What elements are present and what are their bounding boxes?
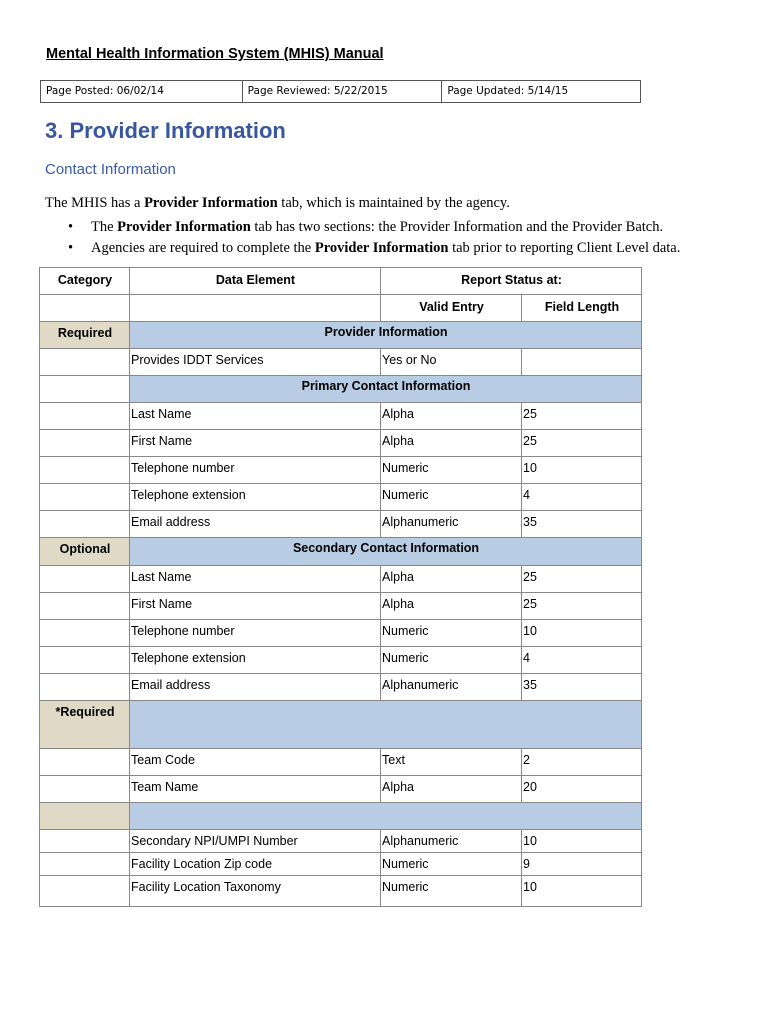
sub-heading: Contact Information <box>45 161 176 178</box>
data-element-cell: Facility Location Zip code <box>130 853 381 876</box>
data-element-cell: First Name <box>130 593 381 620</box>
data-element-cell: Telephone number <box>130 457 381 484</box>
band-provider-information: Provider Information <box>130 322 642 349</box>
valid-entry-cell: Numeric <box>381 853 522 876</box>
valid-entry-cell: Numeric <box>381 647 522 674</box>
table-header-row <box>40 268 642 295</box>
band-cell <box>130 803 642 830</box>
header-data-element: Data Element <box>130 268 381 295</box>
data-element-cell: Provides IDDT Services <box>130 349 381 376</box>
table-row <box>40 876 642 907</box>
table-row <box>40 511 642 538</box>
data-element-cell: Telephone extension <box>130 484 381 511</box>
band-row <box>40 701 642 749</box>
table-row <box>40 593 642 620</box>
table-row <box>40 620 642 647</box>
band-row <box>40 376 642 403</box>
field-length-cell <box>522 349 642 376</box>
table-row <box>40 566 642 593</box>
table-row <box>40 749 642 776</box>
valid-entry-cell: Alpha <box>381 403 522 430</box>
category-star-required: *Required <box>40 701 130 749</box>
table-row <box>40 430 642 457</box>
data-element-cell: Facility Location Taxonomy <box>130 876 381 907</box>
data-element-cell: Team Code <box>130 749 381 776</box>
band-row-provider <box>40 322 642 349</box>
bullet-item: • Agencies are required to complete the Provider Information tab prior to reporting Client Level data. <box>68 238 680 259</box>
data-element-cell: Last Name <box>130 403 381 430</box>
valid-entry-cell: Numeric <box>381 620 522 647</box>
valid-entry-cell: Numeric <box>381 876 522 907</box>
table-row <box>40 830 642 853</box>
bullet-list <box>68 217 680 259</box>
valid-entry-cell: Alpha <box>381 430 522 457</box>
valid-entry-cell: Alphanumeric <box>381 511 522 538</box>
page-posted-date: Page Posted: 06/02/14 <box>46 85 164 97</box>
header-valid-entry: Valid Entry <box>381 295 522 322</box>
table-row <box>40 647 642 674</box>
table-row <box>40 853 642 876</box>
field-length-cell: 10 <box>522 830 642 853</box>
header-category: Category <box>40 268 130 295</box>
header-field-length: Field Length <box>522 295 642 322</box>
band-cell <box>130 701 642 749</box>
field-length-cell: 2 <box>522 749 642 776</box>
field-length-cell: 20 <box>522 776 642 803</box>
bullet-dot-icon: • <box>68 219 74 235</box>
field-length-cell: 25 <box>522 566 642 593</box>
valid-entry-cell: Alphanumeric <box>381 674 522 701</box>
band-cell: Primary Contact Information <box>130 376 642 403</box>
band-cell: Secondary Contact Information <box>130 538 642 566</box>
field-length-cell: 10 <box>522 876 642 907</box>
valid-entry-cell: Text <box>381 749 522 776</box>
field-length-cell: 35 <box>522 511 642 538</box>
intro-paragraph: The MHIS has a Provider Information tab, which is maintained by the agency. <box>45 195 510 211</box>
valid-entry-cell: Alphanumeric <box>381 830 522 853</box>
data-element-cell: Email address <box>130 674 381 701</box>
page-updated-date: Page Updated: 5/14/15 <box>441 81 640 102</box>
valid-entry-cell: Yes or No <box>381 349 522 376</box>
table-row <box>40 403 642 430</box>
manual-title: Mental Health Information System (MHIS) Manual <box>46 46 384 62</box>
field-length-cell: 10 <box>522 457 642 484</box>
field-length-cell: 4 <box>522 484 642 511</box>
data-element-cell: Telephone extension <box>130 647 381 674</box>
data-element-cell: Last Name <box>130 566 381 593</box>
header-report-status: Report Status at: <box>381 268 642 295</box>
field-length-cell: 25 <box>522 593 642 620</box>
data-element-cell: First Name <box>130 430 381 457</box>
band-row <box>40 803 642 830</box>
table-row <box>40 674 642 701</box>
field-length-cell: 4 <box>522 647 642 674</box>
field-length-cell: 25 <box>522 403 642 430</box>
data-element-cell: Email address <box>130 511 381 538</box>
section-heading: 3. Provider Information <box>45 118 286 143</box>
category-required: Required <box>40 322 130 349</box>
valid-entry-cell: Alpha <box>381 566 522 593</box>
field-length-cell: 9 <box>522 853 642 876</box>
band-row <box>40 538 642 566</box>
field-length-cell: 25 <box>522 430 642 457</box>
bullet-dot-icon: • <box>68 240 74 256</box>
valid-entry-cell: Alpha <box>381 776 522 803</box>
table-row <box>40 457 642 484</box>
bullet-item: • The Provider Information tab has two sections: the Provider Information and the Provider Batch. <box>68 217 680 238</box>
table-subheader-row <box>40 295 642 322</box>
page-dates-table <box>40 80 641 103</box>
field-length-cell: 10 <box>522 620 642 647</box>
category-optional: Optional <box>40 538 130 566</box>
data-element-cell: Secondary NPI/UMPI Number <box>130 830 381 853</box>
valid-entry-cell: Numeric <box>381 484 522 511</box>
table-row <box>40 484 642 511</box>
field-length-cell: 35 <box>522 674 642 701</box>
valid-entry-cell: Numeric <box>381 457 522 484</box>
table-row <box>40 349 642 376</box>
table-row <box>40 776 642 803</box>
valid-entry-cell: Alpha <box>381 593 522 620</box>
page-reviewed-date: Page Reviewed: 5/22/2015 <box>242 81 442 102</box>
provider-data-table <box>39 267 642 907</box>
data-element-cell: Team Name <box>130 776 381 803</box>
data-element-cell: Telephone number <box>130 620 381 647</box>
